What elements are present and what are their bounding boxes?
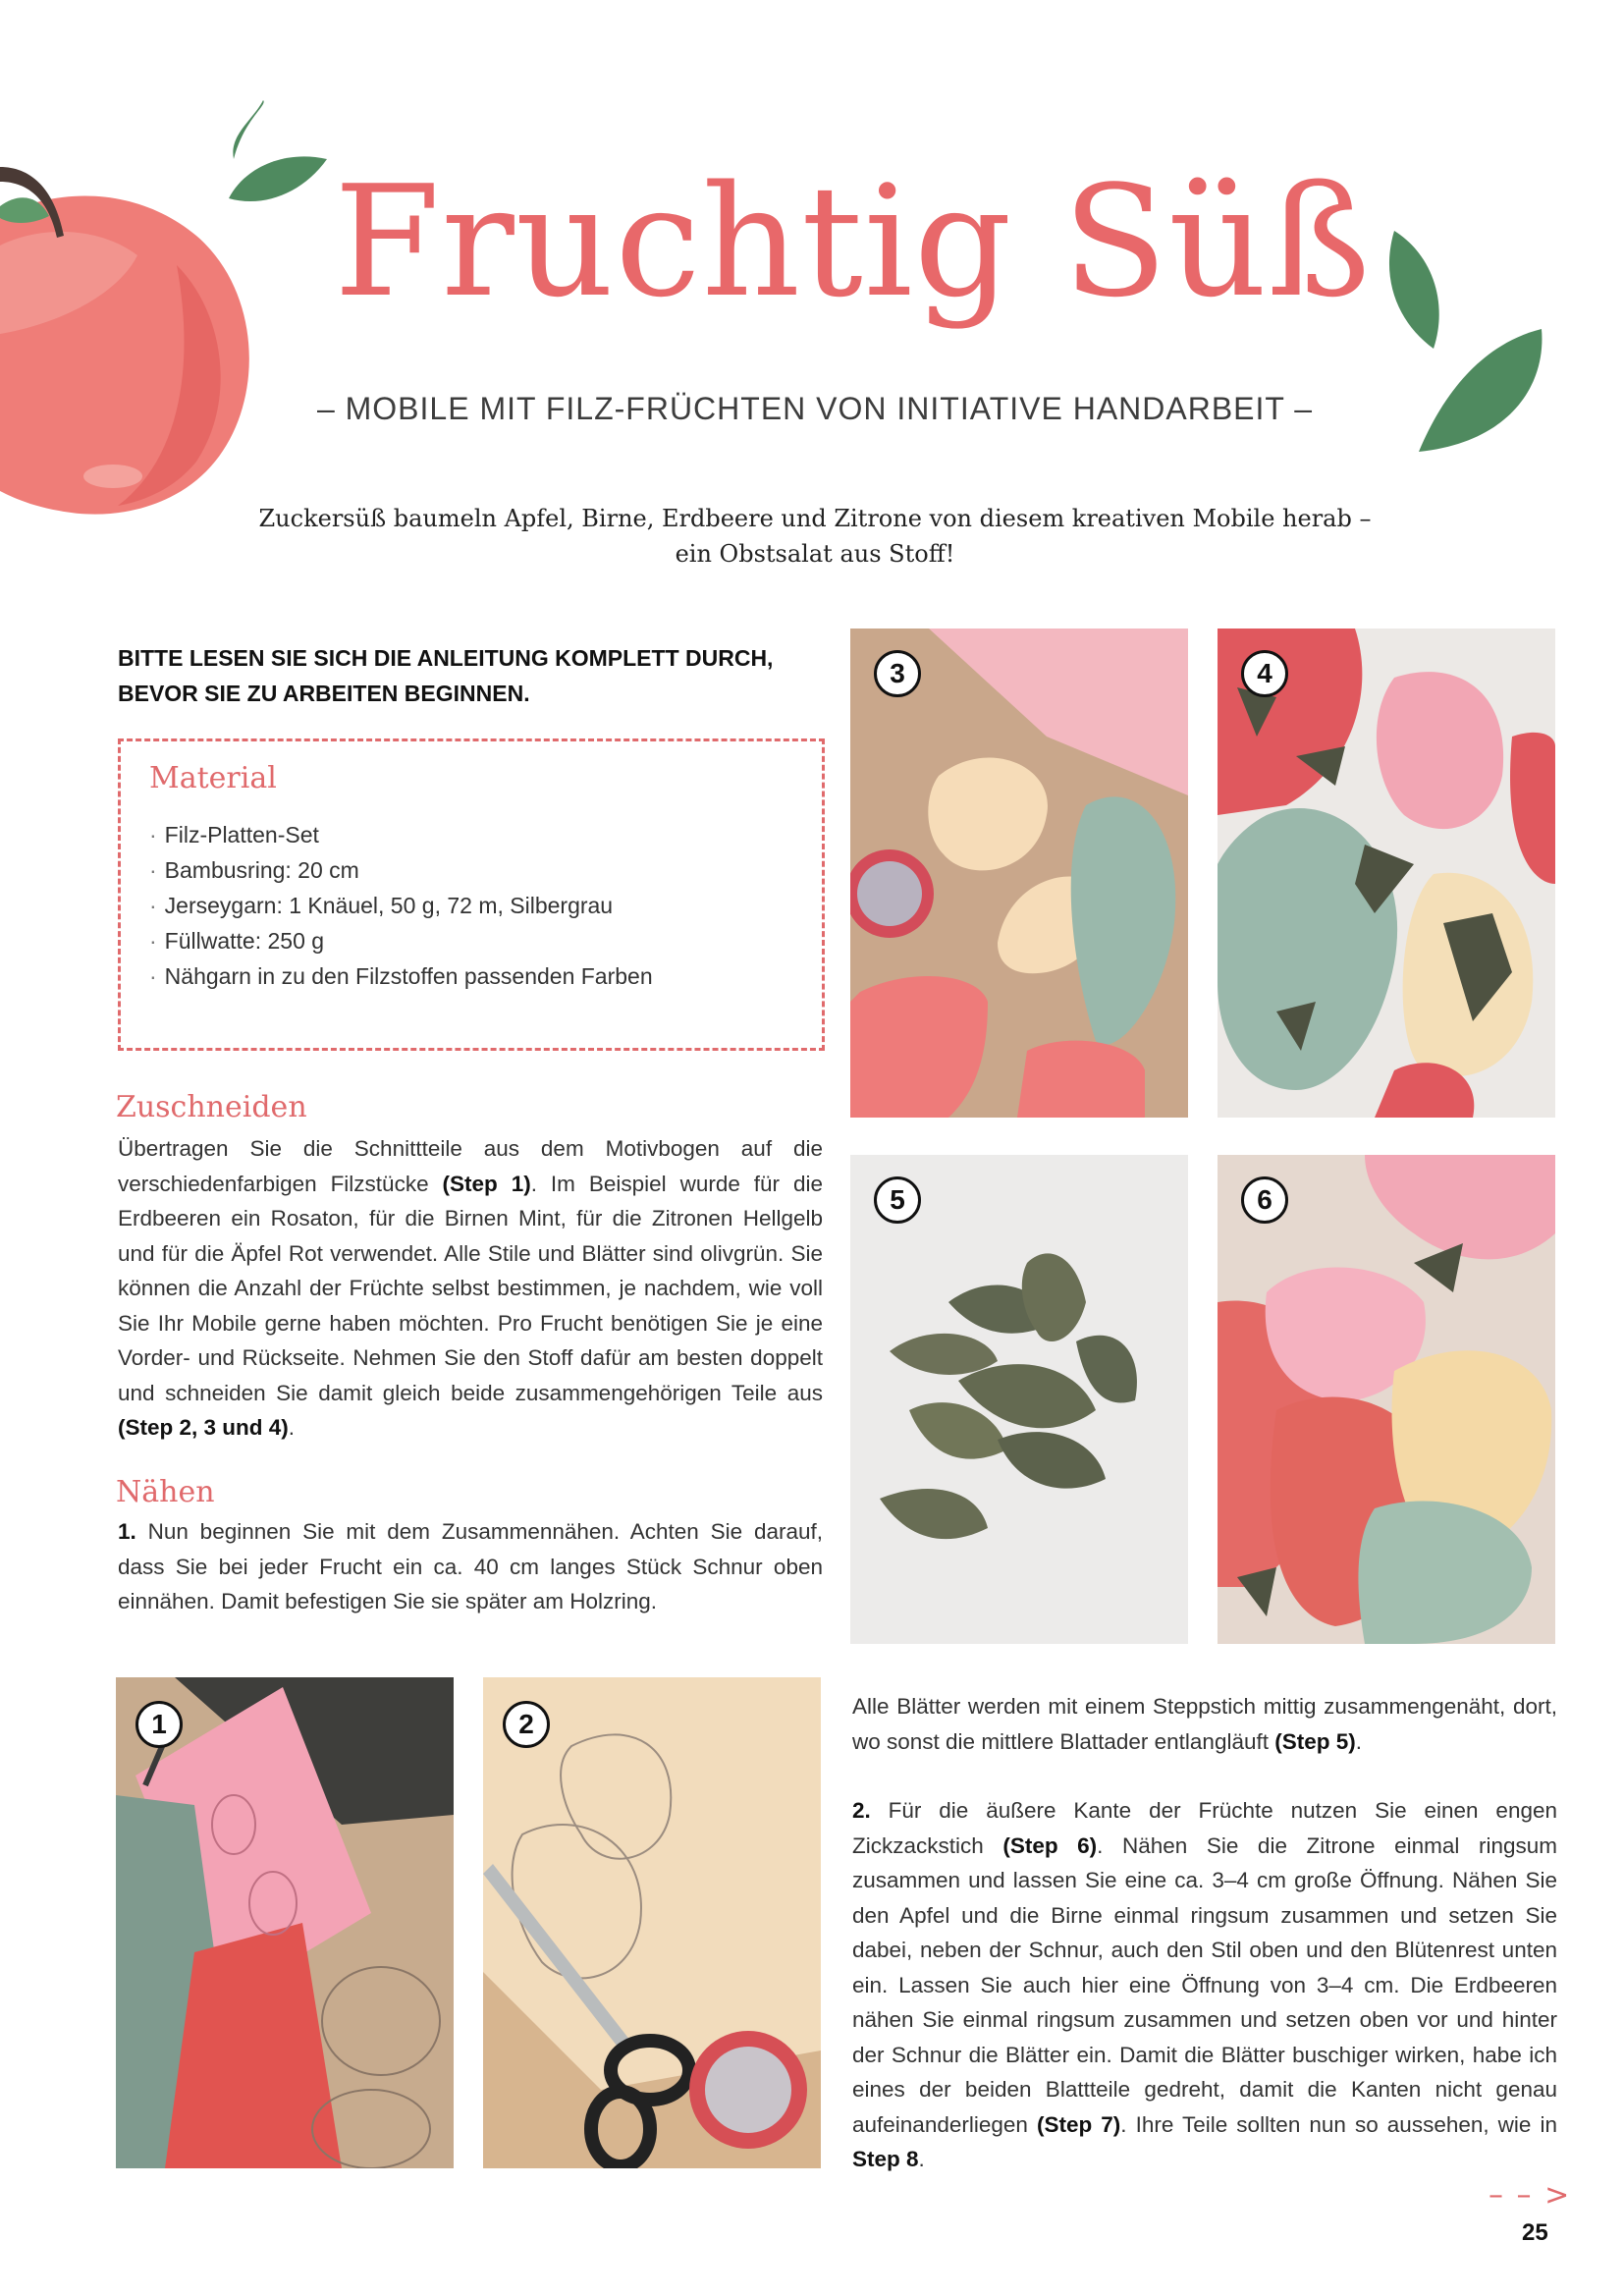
photo-step-3 bbox=[850, 629, 1188, 1118]
notice-line: BEVOR SIE ZU ARBEITEN BEGINNEN. bbox=[118, 681, 530, 706]
notice-line: BITTE LESEN SIE SICH DIE ANLEITUNG KOMPLETT DURCH, bbox=[118, 645, 774, 671]
leaf-icon bbox=[224, 100, 332, 208]
photo-step-4 bbox=[1218, 629, 1555, 1118]
photo-step-6 bbox=[1218, 1155, 1555, 1644]
section-heading-naehen: Nähen bbox=[116, 1475, 215, 1509]
leaf-icon bbox=[1414, 324, 1551, 462]
step-number-badge: 4 bbox=[1241, 650, 1288, 697]
photo-step-5 bbox=[850, 1155, 1188, 1644]
leaves-text: Alle Blätter werden mit einem Steppstich mittig zusammengenäht, dort, wo sonst die mittlere Blattader entlangläuft (Step 5). bbox=[852, 1694, 1557, 1754]
list-item: · Füllwatte: 250 g bbox=[149, 928, 325, 954]
intro-text bbox=[245, 501, 1384, 572]
step-number-badge: 5 bbox=[874, 1176, 921, 1224]
page-subtitle: – MOBILE MIT FILZ-FRÜCHTEN VON INITIATIVE HANDARBEIT – bbox=[316, 391, 1314, 426]
step-number-badge: 2 bbox=[503, 1701, 550, 1748]
list-item: · Bambusring: 20 cm bbox=[149, 857, 359, 883]
material-list bbox=[149, 817, 797, 994]
step2-text: 2. Für die äußere Kante der Früchte nutzen Sie einen engen Zickzackstich (Step 6). Nähen Sie die Zitrone einmal ringsum zusammen und lassen Sie eine ca. 3–4 cm große Öffnung. Nähen Sie den Apfel und die Birne einmal ringsum zusammen und setzen Sie dabei, neben der Schnur, auch den Stil oben und den Blütenrest unten ein. Lassen Sie auch hier eine Öffnung von 3–4 cm. Die Erdbeeren nähen Sie einmal ringsum zusammen und setzen oben vor und hinter der Schnur die Blätter ein. Damit die Blätter buschiger wirken, habe ich eines der beiden Blattteile gedreht, damit die Kanten nicht genau aufeinanderliegen (Step 7). Ihre Teile sollten nun so aussehen, wie in Step 8. bbox=[852, 1798, 1557, 2171]
intro-line: ein Obstsalat aus Stoff! bbox=[675, 540, 955, 568]
material-heading: Material bbox=[149, 761, 277, 795]
naehen-text: 1. Nun beginnen Sie mit dem Zusammennähen. Achten Sie darauf, dass Sie bei jeder Frucht ein ca. 40 cm langes Stück Schnur oben einnähen. Damit befestigen Sie sie später am Holzring. bbox=[118, 1519, 823, 1613]
read-instructions-notice bbox=[118, 640, 844, 711]
step-number-badge: 6 bbox=[1241, 1176, 1288, 1224]
list-item: · Jerseygarn: 1 Knäuel, 50 g, 72 m, Silbergrau bbox=[149, 893, 614, 918]
list-item: · Nähgarn in zu den Filzstoffen passenden Farben bbox=[149, 963, 653, 989]
section-heading-zuschneiden: Zuschneiden bbox=[116, 1090, 307, 1124]
photo-step-1 bbox=[116, 1677, 454, 2168]
zuschneiden-text: Übertragen Sie die Schnittteile aus dem Motivbogen auf die verschiedenfarbigen Filzstücke (Step 1). Im Beispiel wurde für die Erdbeeren ein Rosaton, für die Birnen Mint, für die Zitronen Hellgelb und für die Äpfel Rot verwendet. Alle Stile und Blätter sind olivgrün. Sie können die Anzahl der Früchte selbst bestimmen, je nachdem, wie voll Sie Ihr Mobile gerne haben möchten. Pro Frucht benötigen Sie je eine Vorder- und Rückseite. Nehmen Sie den Stoff dafür am besten doppelt und schneiden Sie damit gleich beide zusammengehörigen Teile aus (Step 2, 3 und 4). bbox=[118, 1136, 824, 1440]
page-number: 25 bbox=[1522, 2219, 1548, 2246]
photo-step-2 bbox=[483, 1677, 821, 2168]
continue-arrow-icon: – – > bbox=[1489, 2178, 1572, 2213]
step-number-badge: 1 bbox=[135, 1701, 183, 1748]
step-number-badge: 3 bbox=[874, 650, 921, 697]
list-item: · Filz-Platten-Set bbox=[149, 822, 319, 847]
page-title: Fruchtig Süß bbox=[334, 152, 1372, 331]
intro-line: Zuckersüß baumeln Apfel, Birne, Erdbeere und Zitrone von diesem kreativen Mobile herab – bbox=[258, 505, 1372, 532]
